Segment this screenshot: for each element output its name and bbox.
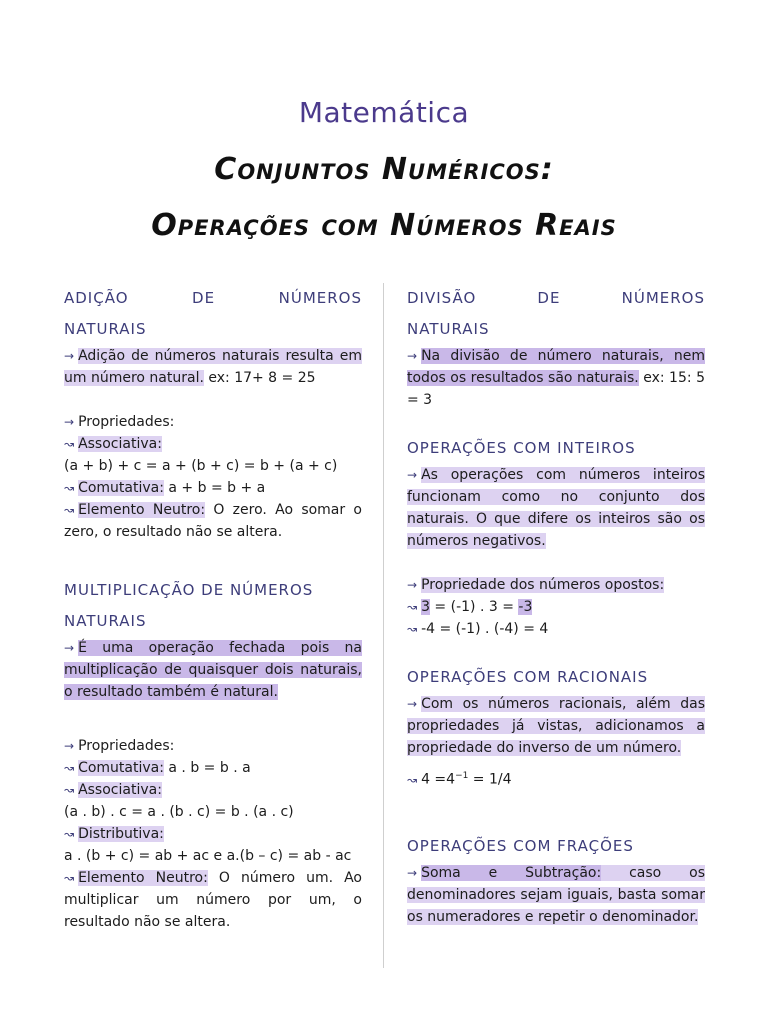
addition-associative-formula: (a + b) + c = a + (b + c) = b + (a + c) (64, 458, 338, 474)
arrow-bullet-icon: → (407, 349, 418, 363)
multiplication-properties-label: → Propriedades: (64, 738, 175, 754)
multiplication-neutral-element: ↝ Elemento Neutro: O número um. Ao multiplicar um número por um, o resultado não se altera. (64, 870, 362, 930)
addition-neutral-element: ↝ Elemento Neutro: O zero. Ao somar o zero, o resultado não se altera. (64, 502, 362, 540)
right-column (407, 283, 705, 928)
integers-property-label: → Propriedade dos números opostos: (407, 577, 665, 593)
multiplication-associative-formula: (a . b) . c = a . (b . c) = b . (a . c) (64, 804, 294, 820)
squiggle-arrow-icon: ↝ (64, 481, 75, 495)
arrow-bullet-icon: → (407, 697, 418, 711)
page-title-line-2: Operações com Números Reais (151, 208, 617, 243)
arrow-bullet-icon: → (407, 578, 418, 592)
multiplication-commutative: ↝ Comutativa: a . b = b . a (64, 760, 251, 776)
division-heading-line-2: NATURAIS (407, 320, 490, 338)
rationals-heading: OPERAÇÕES COM RACIONAIS (407, 668, 649, 686)
rationals-section (407, 662, 705, 791)
multiplication-section (64, 575, 362, 933)
squiggle-arrow-icon: ↝ (64, 783, 75, 797)
squiggle-arrow-icon: ↝ (64, 503, 75, 517)
squiggle-arrow-icon: ↝ (64, 761, 75, 775)
arrow-bullet-icon: → (407, 865, 418, 880)
multiplication-distributive-formula: a . (b + c) = ab + ac e a.(b – c) = ab - ac (64, 848, 352, 864)
division-definition: → Na divisão de número naturais, nem todos os resultados são naturais. ex: 15: 5 = 3 (407, 348, 705, 408)
addition-properties-label: → Propriedades: (64, 414, 175, 430)
rationals-example: ↝ $4 =4^{-1} = 1/4$ (407, 771, 512, 788)
squiggle-arrow-icon: ↝ (407, 772, 418, 787)
squiggle-arrow-icon: ↝ (64, 827, 75, 841)
integers-heading: OPERAÇÕES COM INTEIROS (407, 439, 636, 457)
arrow-bullet-icon: → (64, 739, 75, 753)
multiplication-heading-line-2: NATURAIS (64, 612, 147, 630)
addition-section (64, 283, 362, 543)
addition-heading-line-1: ADIÇÃO DE NÚMEROS (64, 289, 362, 307)
arrow-bullet-icon: → (64, 641, 75, 655)
multiplication-heading-line-1: MULTIPLICAÇÃO DE NÚMEROS (64, 581, 314, 599)
fractions-section (407, 831, 705, 928)
squiggle-arrow-icon: ↝ (407, 622, 418, 636)
rationals-definition: → Com os números racionais, além das propriedades já vistas, adicionamos a propriedade do inverso de um número. (407, 696, 705, 756)
addition-associative-label: ↝ Associativa: (64, 436, 162, 452)
integers-section (407, 433, 705, 640)
left-column (64, 283, 362, 933)
fractions-definition: → Soma e Subtração: caso os denominadores sejam iguais, basta somar os numeradores e repetir o denominador. (407, 864, 705, 925)
arrow-bullet-icon: → (64, 415, 75, 429)
addition-definition: → Adição de números naturais resulta em um número natural. ex: 17+ 8 = 25 (64, 348, 362, 386)
page-title-line-1: Conjuntos Numéricos: (214, 152, 554, 187)
addition-heading-line-2: NATURAIS (64, 320, 147, 338)
integers-definition: → As operações com números inteiros funcionam como no conjunto dos naturais. O que difere os inteiros são os números negativos. (407, 467, 705, 549)
squiggle-arrow-icon: ↝ (64, 871, 75, 885)
arrow-bullet-icon: → (64, 349, 75, 363)
multiplication-definition: → É uma operação fechada pois na multiplicação de quaisquer dois naturais, o resultado também é natural. (64, 640, 362, 700)
multiplication-associative-label: ↝ Associativa: (64, 782, 162, 798)
squiggle-arrow-icon: ↝ (407, 600, 418, 614)
integers-example-1: ↝ 3 = (-1) . 3 = -3 (407, 599, 533, 615)
column-divider (383, 283, 384, 968)
fractions-heading: OPERAÇÕES COM FRAÇÕES (407, 836, 634, 855)
addition-commutative: ↝ Comutativa: a + b = b + a (64, 480, 266, 496)
multiplication-distributive-label: ↝ Distributiva: (64, 826, 164, 842)
division-heading-line-1: DIVISÃO DE NÚMEROS (407, 289, 705, 307)
squiggle-arrow-icon: ↝ (64, 437, 75, 451)
integers-example-2: ↝ -4 = (-1) . (-4) = 4 (407, 621, 549, 637)
division-section (407, 283, 705, 411)
subject-title: Matemática (298, 96, 470, 129)
arrow-bullet-icon: → (407, 468, 418, 482)
